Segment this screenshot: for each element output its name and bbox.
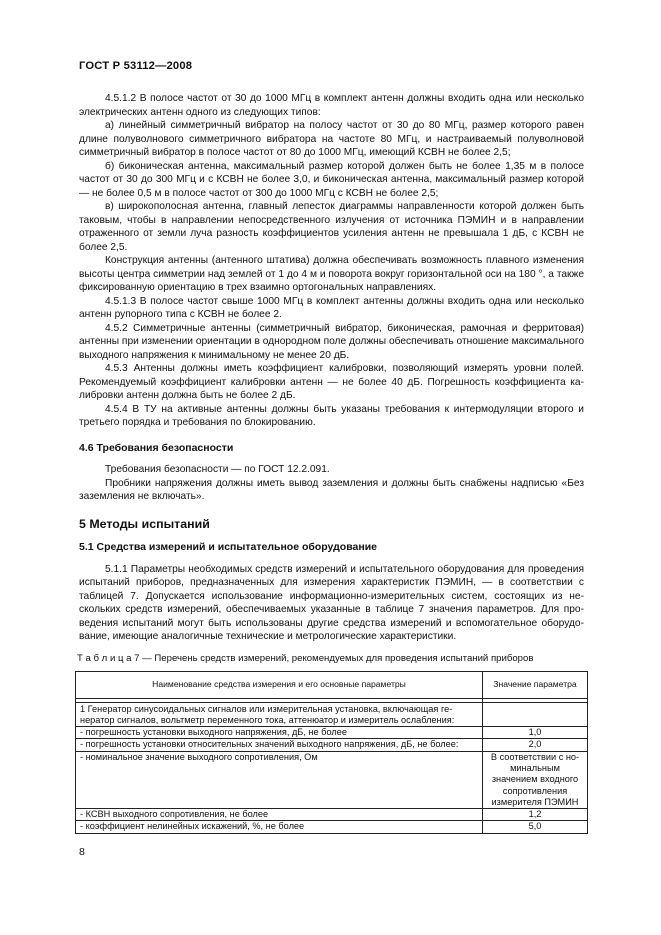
- table-caption-text: — Перечень средств измерений, рекомендуемых для проведения испытаний приборов: [139, 652, 534, 664]
- page-number: 8: [79, 846, 85, 858]
- table-row: [76, 727, 588, 739]
- paragraph-item-b: б) биконическая антенна, максимальный размер которой должен быть не более 1,35 м в полосе частот от 30 до 300 МГц и с КСВН не более 3,0, и биконическая антенна, максимальный размер которой — не более 0,5 м в полосе частот от 300 до 1000 МГц с КСВН не более 2,5;: [79, 160, 584, 199]
- table-7: [75, 671, 588, 834]
- section-4-6-heading: 4.6 Требования безопасности: [79, 441, 234, 454]
- table-cell-value: 5,0: [483, 821, 588, 833]
- table-cell-value: 1,2: [483, 809, 588, 821]
- paragraph-4-5-1-2: 4.5.1.2 В полосе частот от 30 до 1000 МГц в комплект антенн должны входить одна или несколько электрических антенн одного из следующих типов:: [79, 93, 584, 118]
- table-row-group: [76, 702, 588, 727]
- table-cell-param: - погрешность установки выходного напряжения, дБ, не более: [76, 727, 483, 739]
- table-cell-param: - погрешность установки относительных значений выходного напряжения, дБ, не более:: [76, 739, 483, 751]
- paragraph-item-v: в) широкополосная антенна, главный лепесток диаграммы направленности которой должен быть таковым, чтобы в направлении непосредственного излучения от источника ПЭМИН и в направлении отраженного от земли луча разность коэффициентов усиления антенн не превышала 1 дБ, с КСВН не более 2,5.: [79, 201, 584, 253]
- table-caption: [77, 653, 584, 665]
- table-row: [76, 809, 588, 821]
- section-5-heading: 5 Методы испытаний: [79, 516, 210, 531]
- table-cell-value: 2,0: [483, 739, 588, 751]
- table-group-title: 1 Генератор синусоидальных сигналов или измерительная установка, включающая генератор сигналов, вольтметр переменного тока, аттенюатор и измеритель ослабления:: [76, 702, 483, 727]
- table-cell-value: 1,0: [483, 727, 588, 739]
- table-cell-param: - номинальное значение выходного сопротивления, Ом: [76, 751, 483, 808]
- paragraph-4-5-3: 4.5.3 Антенны должны иметь коэффициент калибровки, позволяющий измерять уровни полей. Рекомендуемый коэффициент калибровки антенн — не более 40 дБ. Погрешность коэффициента калибровки антенн должна быть не более 2 дБ.: [79, 363, 584, 401]
- table-caption-label: Т а б л и ц а 7: [77, 652, 140, 664]
- paragraph-antenna-design: Конструкция антенны (антенного штатива) должна обеспечивать возможность плавного изменения высоты центра симметрии над землей от 1 до 4 м и поворота вокруг горизонтальной оси на 180 °, а также фиксированную ориентацию в трех взаимно ортогональных направлениях.: [79, 255, 584, 293]
- paragraph-safety-1: Требования безопасности — по ГОСТ 12.2.091.: [105, 464, 330, 475]
- header-parameter-name: Наименование средства измерения и его основные параметры: [76, 671, 483, 698]
- section-5-1-heading: 5.1 Средства измерений и испытательное оборудование: [79, 541, 377, 553]
- paragraph-4-5-2: 4.5.2 Симметричные антенны (симметричный вибратор, биконическая, рамочная и ферритовая) антенны при изменении ориентации в однородном поле должны обеспечивать отношение максимального выходного напряжения к минимальному не менее 20 дБ.: [79, 322, 584, 361]
- header-parameter-value: Значение параметра: [483, 671, 588, 698]
- table-row: [76, 751, 588, 808]
- table-cell-param: - коэффициент нелинейных искажений, %, не более: [76, 821, 483, 833]
- paragraph-4-5-1-3: 4.5.1.3 В полосе частот свыше 1000 МГц в комплект антенны должны входить одна или несколько антенн рупорного типа с КСВН не более 2.: [79, 295, 584, 320]
- table-cell-param: - КСВН выходного сопротивления, не более: [76, 809, 483, 821]
- table-cell-value: В соответствии с номинальным значением входного сопротивления измерителя ПЭМИН: [483, 751, 588, 808]
- table-row: [76, 739, 588, 751]
- paragraph-5-1-1: 5.1.1 Параметры необходимых средств измерений и испытательного оборудования для проведения испытаний приборов, предназначенных для измерения характеристик ПЭМИН, — в соответствии с таблицей 7. Допускается использование информационно-измерительных систем, состоящих из нескольких средств измерений, обеспечиваемых указанные в таблице 7 значения параметров. Для проведения испытаний могут быть использованы другие средства измерений и вспомогательное оборудование, имеющие аналогичные технические и метрологические характеристики.: [79, 563, 584, 642]
- table-header-row: [76, 671, 588, 698]
- paragraph-item-a: а) линейный симметричный вибратор на полосу частот от 30 до 80 МГц, размер которого равен длине полуволнового симметричного вибратора на частоте 80 МГц, и настраиваемый полуволновой симметричный вибратор в полосе частот от 80 до 1000 МГц, имеющий КСВН не более 2,5;: [79, 120, 584, 158]
- paragraph-safety-2: Пробники напряжения должны иметь вывод заземления и должны быть снабжены надписью «Без заземления не включать».: [79, 477, 584, 502]
- paragraph-4-5-4: 4.5.4 В ТУ на активные антенны должны быть указаны требования к интермодуляции второго и третьего порядка и требования по блокированию.: [79, 403, 584, 428]
- table-group-value: [483, 702, 588, 727]
- standard-header: ГОСТ Р 53112—2008: [79, 60, 193, 72]
- page-content: [79, 92, 584, 834]
- table-row: [76, 821, 588, 833]
